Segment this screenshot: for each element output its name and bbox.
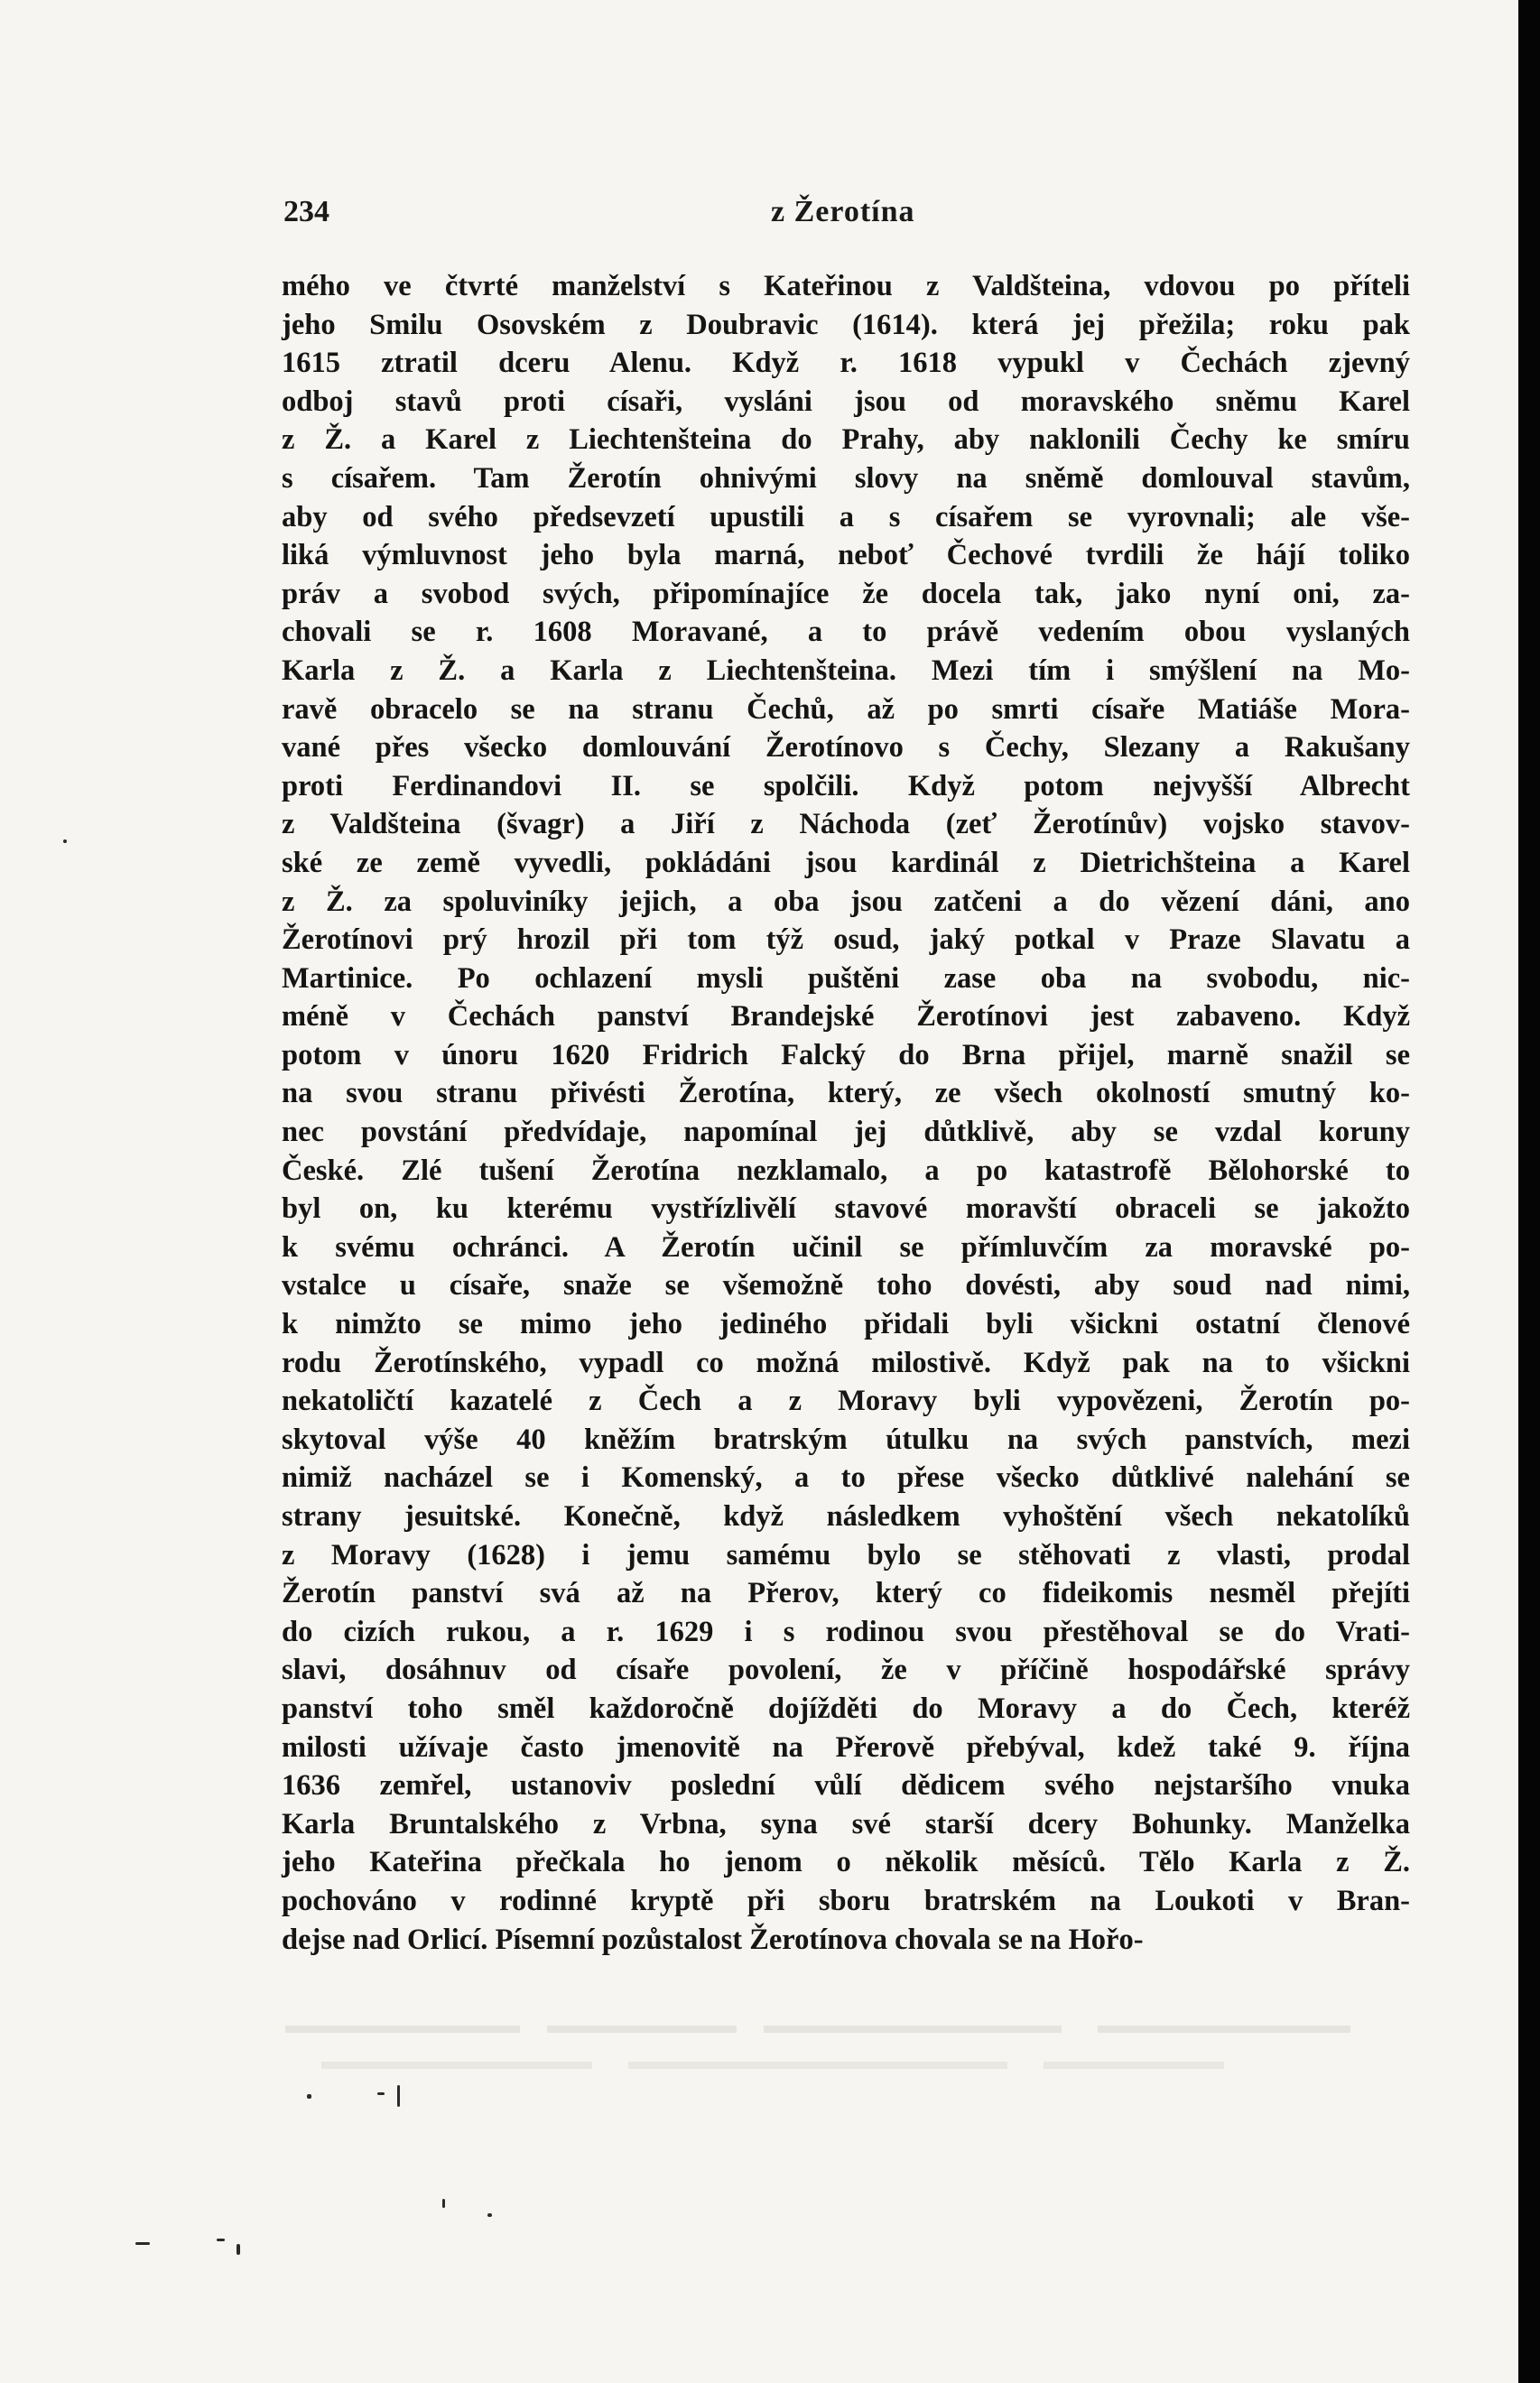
speck-mark: [487, 2213, 492, 2217]
speck-mark: [442, 2199, 445, 2208]
speck-mark: [377, 2092, 385, 2095]
text-line: rodu Žerotínského, vypadl co možná milostivě. Když pak na to všickni: [282, 1346, 1410, 1379]
text-line: odboj stavů proti císaři, vysláni jsou od moravského sněmu Karel: [282, 385, 1410, 418]
text-line: aby od svého předsevzetí upustili a s císařem se vyrovnali; ale vše-: [282, 500, 1410, 533]
text-line: potom v únoru 1620 Fridrich Falcký do Brna přijel, marně snažil se: [282, 1038, 1410, 1071]
text-line: slavi, dosáhnuv od císaře povolení, že v příčině hospodářské správy: [282, 1654, 1410, 1687]
show-through-texture: [285, 2013, 1368, 2121]
text-line: jeho Kateřina přečkala ho jenom o několik měsíců. Tělo Karla z Ž.: [282, 1846, 1410, 1879]
text-line: k svému ochránci. A Žerotín učinil se přímluvčím za moravské po-: [282, 1230, 1410, 1264]
text-line: mého ve čtvrté manželství s Kateřinou z Valdšteina, vdovou po příteli: [282, 270, 1410, 302]
text-line: z Moravy (1628) i jemu samému bylo se stěhovati z vlasti, prodal: [282, 1538, 1410, 1572]
text-line: Martinice. Po ochlazení mysli puštěni zase oba na svobodu, nic-: [282, 961, 1410, 995]
text-line: vané přes všecko domlouvání Žerotínovo s Čechy, Slezany a Rakušany: [282, 731, 1410, 765]
text-line: jeho Smilu Osovském z Doubravic (1614). která jej přežila; roku pak: [282, 308, 1410, 341]
body-text: [282, 267, 1410, 1959]
text-line: Karla Bruntalského z Vrbna, syna své starší dcery Bohunky. Manželka: [282, 1807, 1410, 1841]
text-line: s císařem. Tam Žerotín ohnivými slovy na sněmě domlouval stavům,: [282, 461, 1410, 495]
text-line: Žerotínovi prý hrozil při tom týž osud, jaký potkal v Praze Slavatu a: [282, 923, 1410, 957]
page-header: [283, 195, 1421, 240]
text-line: 1615 ztratil dceru Alenu. Když r. 1618 vypukl v Čechách zjevný: [282, 347, 1410, 380]
text-line: nimiž nacházel se i Komenský, a to přese všecko důtklivé nalehání se: [282, 1461, 1410, 1495]
text-line: proti Ferdinandovi II. se spolčili. Když potom nejvyšší Albrecht: [282, 769, 1410, 802]
text-line: 1636 zemřel, ustanoviv poslední vůlí dědicem svého nejstaršího vnuka: [282, 1769, 1410, 1803]
text-line: z Ž. a Karel z Liechtenšteina do Prahy, aby naklonili Čechy ke smíru: [282, 423, 1410, 457]
speck-mark: [217, 2239, 225, 2241]
speck-mark: [307, 2094, 311, 2099]
text-line: nekatoličtí kazatelé z Čech a z Moravy byli vypovězeni, Žerotín po-: [282, 1385, 1410, 1418]
text-line: byl on, ku kterému vystřízlivělí stavové moravští obraceli se jakožto: [282, 1192, 1410, 1226]
text-line: ravě obracelo se na stranu Čechů, až po smrti císaře Matiáše Mora-: [282, 692, 1410, 726]
text-line: na svou stranu přivésti Žerotína, který, ze všech okolností smutný ko-: [282, 1077, 1410, 1110]
speck-mark: [397, 2085, 400, 2107]
text-line: nec povstání předvídaje, napomínal jej důtklivě, aby se vzdal koruny: [282, 1116, 1410, 1149]
speck-mark: [237, 2244, 240, 2255]
text-line: pochováno v rodinné kryptě při sboru bratrském na Loukoti v Bran-: [282, 1884, 1410, 1917]
text-line: z Ž. za spoluviníky jejich, a oba jsou zatčeni a do vězení dáni, ano: [282, 885, 1410, 918]
text-line: ské ze země vyvedli, pokládáni jsou kardinál z Dietrichšteina a Karel: [282, 846, 1410, 879]
show-through-marks: [285, 2013, 1368, 2121]
page-number: 234: [283, 195, 329, 228]
text-line: méně v Čechách panství Brandejské Žerotínovi jest zabaveno. Když: [282, 1000, 1410, 1034]
text-line: skytoval výše 40 kněžím bratrským útulku na svých panstvích, mezi: [282, 1423, 1410, 1456]
text-line: milosti užívaje často jmenovitě na Přerově přebýval, kdež také 9. října: [282, 1730, 1410, 1764]
scan-border: [1518, 0, 1540, 2383]
text-line: dejse nad Orlicí. Písemní pozůstalost Žerotínova chovala se na Hořo-: [282, 1923, 1144, 1956]
speck-mark: [135, 2242, 150, 2245]
text-line: práv a svobod svých, připomínajíce že docela tak, jako nyní oni, za-: [282, 577, 1410, 610]
text-line: České. Zlé tušení Žerotína nezklamalo, a po katastrofě Bělohorské to: [282, 1154, 1410, 1187]
text-line: Karla z Ž. a Karla z Liechtenšteina. Mezi tím i smýšlení na Mo-: [282, 654, 1410, 687]
text-line: vstalce u císaře, snaže se všemožně toho dovésti, aby soud nad nimi,: [282, 1269, 1410, 1303]
text-line: chovali se r. 1608 Moravané, a to právě vedením obou vyslaných: [282, 616, 1410, 649]
running-head: z Žerotína: [771, 195, 915, 228]
text-line: z Valdšteina (švagr) a Jiří z Náchoda (zeť Žerotínův) vojsko stavov-: [282, 808, 1410, 841]
text-line: liká výmluvnost jeho byla marná, neboť Čechové tvrdili že hájí toliko: [282, 539, 1410, 572]
text-line: do cizích rukou, a r. 1629 i s rodinou svou přestěhoval se do Vrati-: [282, 1615, 1410, 1648]
text-line: strany jesuitské. Konečně, když následkem vyhoštění všech nekatolíků: [282, 1500, 1410, 1533]
text-line: Žerotín panství svá až na Přerov, který co fideikomis nesměl přejíti: [282, 1577, 1410, 1610]
text-line: k nimžto se mimo jeho jediného přidali byli všickni ostatní členové: [282, 1308, 1410, 1341]
speck-mark: [63, 839, 67, 843]
text-line: panství toho směl každoročně dojížděti do Moravy a do Čech, kteréž: [282, 1692, 1410, 1725]
